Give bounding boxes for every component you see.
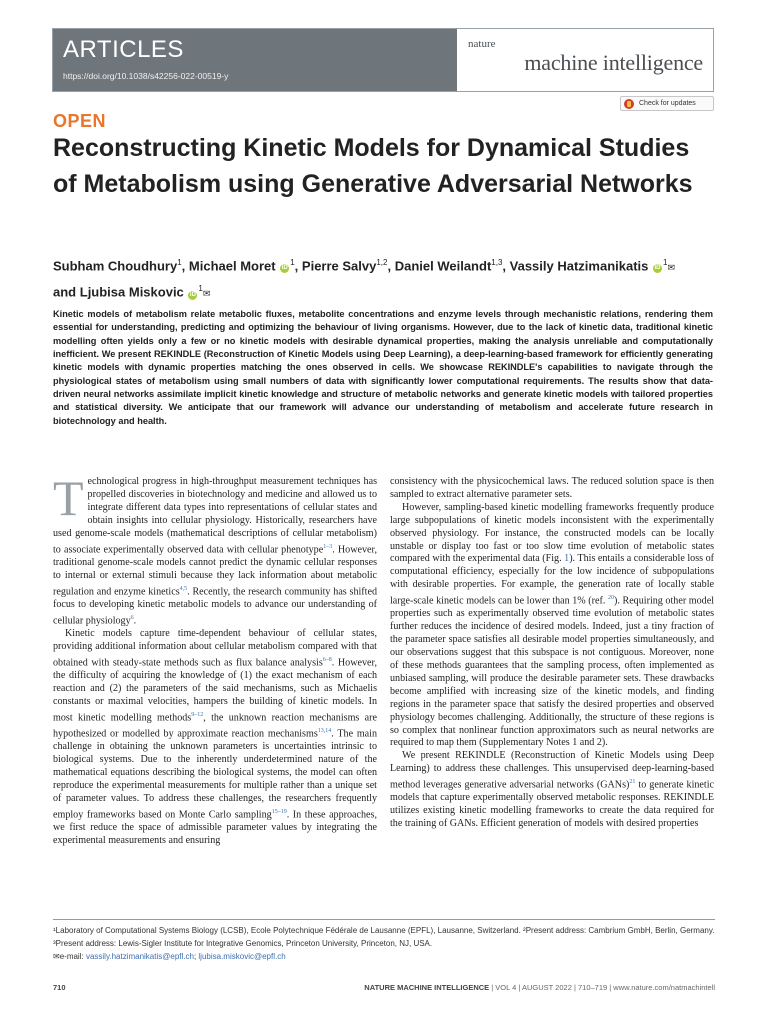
email-label: ✉e-mail: — [53, 952, 86, 961]
body-paragraph — [53, 628, 377, 848]
author-name[interactable]: Vassily Hatzimanikatis — [509, 258, 649, 274]
body-text: , the unknown reaction mechanisms are hypothesized or modelled by approximate reaction mechanisms — [53, 712, 377, 740]
affiliation-sup: 1 — [177, 258, 182, 267]
affiliation-sup: 1,2 — [376, 258, 388, 267]
email-separator: ; — [193, 952, 199, 961]
reference-link[interactable]: 20 — [607, 595, 614, 602]
body-text: . In these approaches, we first reduce the space of admissible parameter values by integrating the experimental measurements and ensuring — [53, 809, 377, 847]
page-number: 710 — [53, 983, 66, 992]
body-text: However, sampling-based kinetic modelling frameworks frequently produce large subpopulations of kinetic models inconsistent with the experimentally observed physiology. For instance, the constructed models can be locally unstable or display too fast or too slow time evolution of metabolic states compared with the experimental data (Fig. — [390, 501, 714, 565]
doi-link[interactable]: https://doi.org/10.1038/s42256-022-00519-y — [63, 71, 229, 81]
author-name[interactable]: Subham Choudhury — [53, 258, 178, 274]
body-paragraph — [53, 470, 377, 628]
body-column-left — [53, 470, 378, 848]
body-text: . However, traditional genome-scale models cannot predict the dynamic cellular responses to internal or external stimuli because they lack information about metabolic regulation and enzyme kinetics — [53, 543, 377, 597]
affiliation-footnotes — [53, 924, 715, 963]
email-link[interactable]: vassily.hatzimanikatis@epfl.ch — [85, 952, 194, 961]
orcid-icon[interactable]: iD — [654, 265, 661, 272]
citation-details[interactable]: | VOL 4 | AUGUST 2022 | 710–719 | www.nature.com/natmachintell — [489, 983, 715, 992]
body-paragraph — [390, 502, 714, 751]
reference-link[interactable]: 6 — [130, 614, 134, 621]
reference-link[interactable]: 1–3 — [323, 543, 333, 550]
body-text: . Recently, the research community has shifted focus to developing kinetic metabolic models to advance our understanding of cellular physiology — [53, 585, 377, 627]
author-list: Subham Choudhury$^1$, Michael Moret $iD^1$, Pierre Salvy$^{1,2}$, Daniel Weilandt$^{1,3}$, Vassily Hatzimanikatis $iD^1✉$ and Ljubisa Miskovic $iD^1✉$ — [53, 258, 676, 300]
affiliation-sup: 1 — [663, 258, 668, 267]
reference-link[interactable]: 21 — [629, 779, 636, 786]
orcid-icon[interactable]: iD — [189, 291, 196, 298]
author-conjunction: and — [53, 284, 77, 300]
reference-link[interactable]: 13,14 — [317, 728, 332, 735]
body-text: to generate kinetic models that capture experimentally observed metabolic responses. REKINDLE utilizes existing kinetic modelling frameworks to create the data required for the training of GANs. Efficient generation of models with desired properties — [390, 779, 714, 830]
journal-citation — [364, 983, 715, 992]
header-section-panel — [53, 29, 457, 91]
email-link[interactable]: ljubisa.miskovic@epfl.ch — [198, 952, 286, 961]
reference-link[interactable]: 4,5 — [179, 585, 188, 592]
affiliation-sup: 1 — [290, 258, 295, 267]
open-access-label: OPEN — [53, 111, 107, 131]
body-text: We present REKINDLE (Reconstruction of Kinetic Models using Deep Learning) to address these challenges. This unsupervised deep-learning-based method leverages generative adversarial networks (GANs) — [390, 750, 714, 791]
body-text: . The main challenge in obtaining the unknown parameters is uncertainties intrinsic to biological systems. Due to the inherently underdetermined nature of the mathematical equations describing the biological systems, the model can often reproduce the experimental measurements for multiple rather than a unique set of parameter values. To address these challenges, the researchers frequently employ frameworks based on Monte Carlo sampling — [53, 728, 378, 821]
reference-link[interactable]: 9–12 — [191, 711, 204, 718]
figure-link[interactable]: 1 — [564, 553, 570, 565]
journal-name-footer: NATURE MACHINE INTELLIGENCE — [364, 983, 490, 992]
affiliation-sup: 1 — [198, 284, 203, 294]
reference-link[interactable]: 15–19 — [271, 808, 287, 815]
section-label: ARTICLES — [63, 36, 184, 63]
body-column-right — [390, 476, 714, 831]
affiliation-sup: 1,3 — [491, 258, 503, 267]
body-paragraph — [390, 750, 714, 831]
mail-icon[interactable]: ✉ — [202, 288, 211, 299]
journal-header — [52, 28, 714, 92]
check-updates-label: Check for updates — [639, 100, 696, 107]
body-text: Kinetic models capture time-dependent behaviour of cellular states, providing additional information about cellular metabolism compared with that obtained with steady-state methods such as flux balance analysis — [53, 628, 377, 669]
journal-logo[interactable] — [457, 29, 713, 91]
mail-icon[interactable]: ✉ — [667, 262, 676, 273]
author-name[interactable]: Michael Moret — [188, 258, 276, 274]
journal-logo-small: nature — [468, 38, 496, 50]
orcid-icon[interactable]: iD — [281, 265, 288, 272]
page-footer — [53, 983, 715, 995]
reference-link[interactable]: 6–8 — [322, 656, 332, 663]
body-text: ). This entails a considerable loss of computational efficiency, especially for the low incidence of subpopulations with desirable properties. For example, the generation rate of locally stable large-scale kinetic models can be lower than 1% (ref. — [390, 553, 714, 607]
journal-logo-name: machine intelligence — [524, 50, 703, 75]
body-text: echnological progress in high-throughput measurement techniques has propelled discoveries in biotechnology and medicine and allowed us to integrate different data types into representations of cellular states and obtain insights into cellular physiology. Historically, researchers have used genome-scale models (mathematical descriptions of cellular metabolism) to associate experimentally observed data with cellular phenotype — [53, 476, 377, 555]
body-text: . However, the difficulty of acquiring the knowledge of (1) the exact mechanism of each reaction and (2) the parameters of the said mechanisms, such as Michaelis constants or maximal velocities, hampers the building of kinetic models. In most kinetic modelling methods — [53, 657, 377, 724]
author-name[interactable]: Daniel Weilandt — [394, 258, 492, 274]
abstract: Kinetic models of metabolism relate metabolic fluxes, metabolite concentrations and enzyme levels through mechanistic relations, rendering them essential for understanding, predicting and optimizing the behaviour of living organisms. However, due to the lack of kinetic data, traditional kinetic modelling often yields only a few or no kinetic models with desirable dynamical properties, making the analysis unreliable and computationally inefficient. We present REKINDLE (Reconstruction of Kinetic Models using Deep Learning), a deep-learning-based framework for efficiently generating kinetic models with dynamic properties matching the ones observed in cells. We showcase REKINDLE's capabilities to navigate through the physiological states of metabolism using small numbers of data with significantly lower computational requirements. The results show that data-driven neural networks assimilate implicit kinetic knowledge and structure of metabolic networks and generate kinetic models with tailored properties and statistical diversity. We anticipate that our framework will advance our understanding of metabolism and accelerate future research in biotechnology and health. — [53, 309, 713, 426]
drop-cap: T — [53, 470, 84, 526]
body-text: consistency with the physicochemical laws. The reduced solution space is then sampled to extract alternative parameter sets. — [390, 476, 714, 500]
body-paragraph — [390, 476, 714, 502]
footnote-divider — [53, 919, 715, 920]
author-name[interactable]: Pierre Salvy — [301, 258, 377, 274]
check-updates-button[interactable] — [620, 96, 714, 111]
crossmark-icon — [624, 99, 634, 109]
affiliations-text: ¹Laboratory of Computational Systems Biology (LCSB), Ecole Polytechnique Fédérale de Lausanne (EPFL), Lausanne, Switzerland. ²Present address: Cambrium GmbH, Berlin, Germany. ³Present address: Lewis-Sigler Institute for Integrative Genomics, Princeton University, Princeton, NJ, USA. — [53, 926, 715, 948]
body-text: ). Requiring other model properties such as experimentally observed time evolution of metabolic states further reduces the incidence of desired models. Indeed, just a tiny fraction of the parameter space satisfies all desirable model properties simultaneously, and our observations suggest that this subspace is not contiguous. Moreover, none of these methods guarantees that the sampling process, often implemented as unbiased sampling, will produce the desirable parameter sets. These drawbacks become amplified with increasing size of the kinetic models, and finding regions in the parameter space that satisfy the desired properties and observed physiology becomes challenging. Additionally, the structure of these regions is so complex that nonlinear function approximators such as neural networks are required to map them (Supplementary Notes 1 and 2). — [390, 595, 715, 749]
author-name[interactable]: Ljubisa Miskovic — [79, 284, 184, 300]
article-title: Reconstructing Kinetic Models for Dynamical Studies of Metabolism using Generative Adversarial Networks — [53, 134, 693, 198]
body-text: . — [133, 615, 137, 627]
